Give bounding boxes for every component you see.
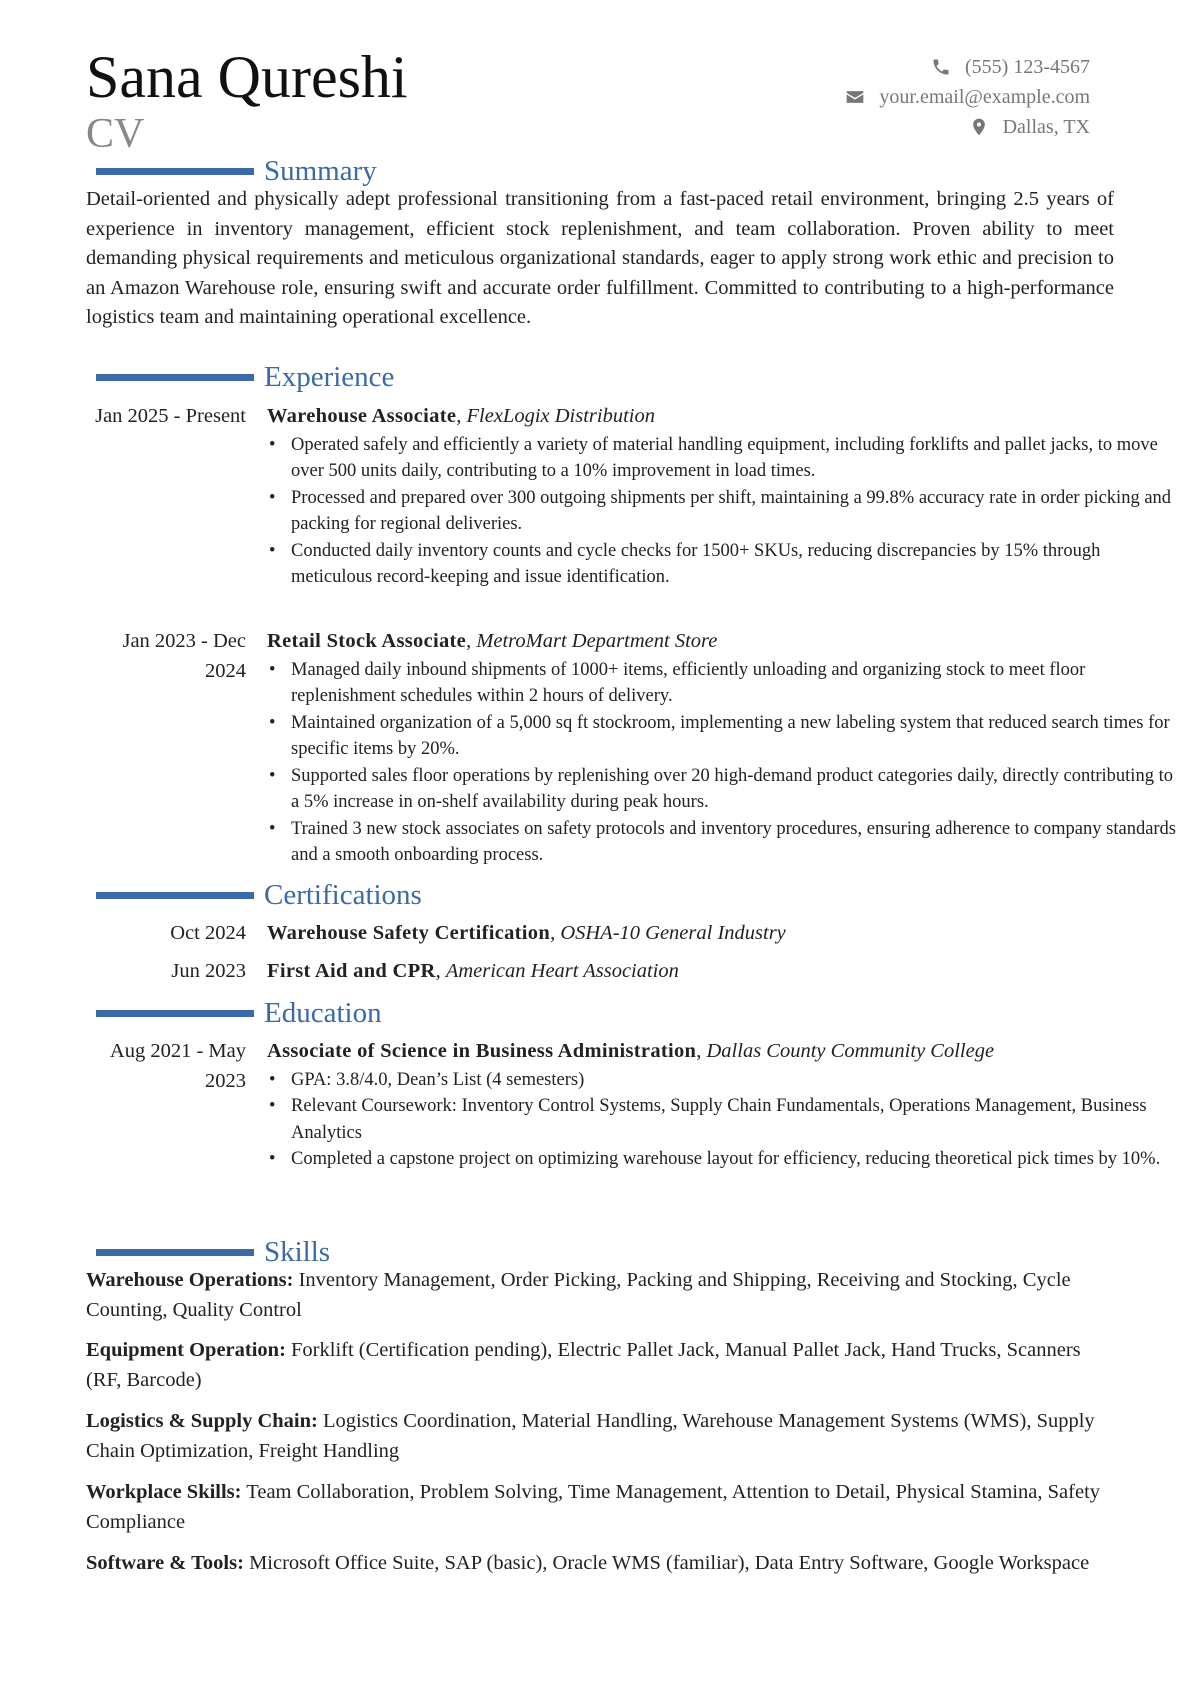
entry-body [267,627,1177,869]
contact-phone [845,52,1090,82]
cert-name: Warehouse Safety Certification [267,922,551,944]
bullet-list [267,1067,1177,1173]
entry-date: Jan 2023 - Dec 2024 [122,630,246,682]
skill-label: Logistics & Supply Chain: [86,1410,318,1432]
contact-email [845,82,1090,112]
section-rule [96,1010,254,1017]
section-title: Certifications [264,878,422,911]
phone-text: (555) 123-4567 [965,55,1090,78]
skill-group [86,1407,1114,1466]
job-role: Retail Stock Associate [267,630,467,652]
bullet-item: • Managed daily inbound shipments of 1000+ items, efficiently unloading and organizing stock to meet floor replenishment schedules within 2 hours of delivery. [267,657,1177,710]
certifications-heading [96,876,422,914]
cert-issuer: American Heart Association [445,960,679,982]
summary-text: Detail-oriented and physically adept professional transitioning from a fast-paced retail environment, bringing 2.5 years of experience in inventory management, efficient stock replenishment, and team collaboration. Proven ability to meet demanding physical requirements and meticulous organizational standards, eager to apply strong work ethic and precision to an Amazon Warehouse role, ensuring swift and accurate order fulfillment. Committed to contributing to a high-performance logistics team and maintaining operational excellence. [86,188,1114,328]
contact-block [845,52,1090,142]
job-org: MetroMart Department Store [476,630,718,652]
entry-body [267,957,1177,987]
bullet-item: • Trained 3 new stock associates on safety protocols and inventory procedures, ensuring adherence to company standards and a smooth onboarding process. [267,816,1177,869]
skill-group [86,1266,1114,1325]
skill-values: Inventory Management, Order Picking, Packing and Shipping, Receiving and Stocking, Cycle Counting, Quality Control [86,1269,1071,1321]
skill-values: Forklift (Certification pending), Electric Pallet Jack, Manual Pallet Jack, Hand Trucks, Scanners (RF, Barcode) [86,1339,1081,1391]
entry-title: Retail Stock Associate, MetroMart Department Store [267,630,718,652]
skill-group [86,1336,1114,1395]
school-name: Dallas County Community College [706,1040,995,1062]
experience-heading [96,358,394,396]
job-role: Warehouse Associate [267,405,457,427]
envelope-icon [845,87,865,107]
bullet-item: • Conducted daily inventory counts and cycle checks for 1500+ SKUs, reducing discrepancies by 15% through meticulous record-keeping and issue identification. [267,538,1177,591]
entry-date: Oct 2024 [170,922,246,944]
section-title: Experience [264,360,395,393]
skill-group [86,1549,1114,1579]
skill-label: Equipment Operation: [86,1339,286,1361]
document-subtitle: CV [86,111,145,157]
education-heading [96,994,382,1032]
section-rule [96,892,254,899]
section-rule [96,168,254,175]
bullet-item: • Completed a capstone project on optimizing warehouse layout for efficiency, reducing theoretical pick times by 10%. [267,1146,1177,1173]
section-title: Summary [264,154,377,187]
cert-issuer: OSHA-10 General Industry [560,922,786,944]
entry-title: Warehouse Associate, FlexLogix Distribution [267,405,655,427]
bullet-item: • Supported sales floor operations by replenishing over 20 high-demand product categories daily, directly contributing to a 5% increase in on-shelf availability during peak hours. [267,763,1177,816]
entry-title: Associate of Science in Business Administration, Dallas County Community College [267,1040,995,1062]
bullet-item: • GPA: 3.8/4.0, Dean’s List (4 semesters) [267,1067,1177,1094]
skill-values: Logistics Coordination, Material Handling, Warehouse Management Systems (WMS), Supply Chain Optimization, Freight Handling [86,1410,1095,1462]
skill-label: Software & Tools: [86,1552,244,1574]
entry-date: Aug 2021 - May 2023 [109,1040,246,1092]
skill-values: Microsoft Office Suite, SAP (basic), Oracle WMS (familiar), Data Entry Software, Google Workspace [249,1552,1090,1574]
skill-group [86,1478,1114,1537]
bullet-list [267,657,1177,869]
location-text: Dallas, TX [1002,115,1090,138]
entry-body [267,919,1177,949]
section-title: Skills [264,1235,331,1268]
bullet-item: • Operated safely and efficiently a variety of material handling equipment, including forklifts and pallet jacks, to move over 500 units daily, contributing to a 10% improvement in load times. [267,432,1177,485]
section-rule [96,374,254,381]
entry-date: Jan 2025 - Present [95,405,246,427]
bullet-item: • Processed and prepared over 300 outgoing shipments per shift, maintaining a 99.8% accuracy rate in order picking and packing for regional deliveries. [267,485,1177,538]
skill-label: Workplace Skills: [86,1481,242,1503]
degree-name: Associate of Science in Business Administration [267,1040,697,1062]
map-pin-icon [969,117,989,137]
job-org: FlexLogix Distribution [466,405,655,427]
bullet-list [267,432,1177,591]
bullet-item: • Maintained organization of a 5,000 sq ft stockroom, implementing a new labeling system that reduced search times for specific items by 20%. [267,710,1177,763]
entry-title: First Aid and CPR, American Heart Association [267,960,679,982]
candidate-name: Sana Qureshi [86,44,408,110]
contact-location [845,112,1090,142]
entry-date: Jun 2023 [171,960,246,982]
email-text: your.email@example.com [879,85,1090,108]
entry-body [267,402,1177,591]
skill-label: Warehouse Operations: [86,1269,294,1291]
skill-values: Team Collaboration, Problem Solving, Time Management, Attention to Detail, Physical Stamina, Safety Compliance [86,1481,1101,1533]
cert-name: First Aid and CPR [267,960,436,982]
entry-body [267,1037,1177,1173]
bullet-item: • Relevant Coursework: Inventory Control Systems, Supply Chain Fundamentals, Operations Management, Business Analytics [267,1093,1177,1146]
entry-title: Warehouse Safety Certification, OSHA-10 General Industry [267,922,786,944]
phone-icon [931,57,951,77]
section-title: Education [264,996,382,1029]
section-rule [96,1249,254,1256]
